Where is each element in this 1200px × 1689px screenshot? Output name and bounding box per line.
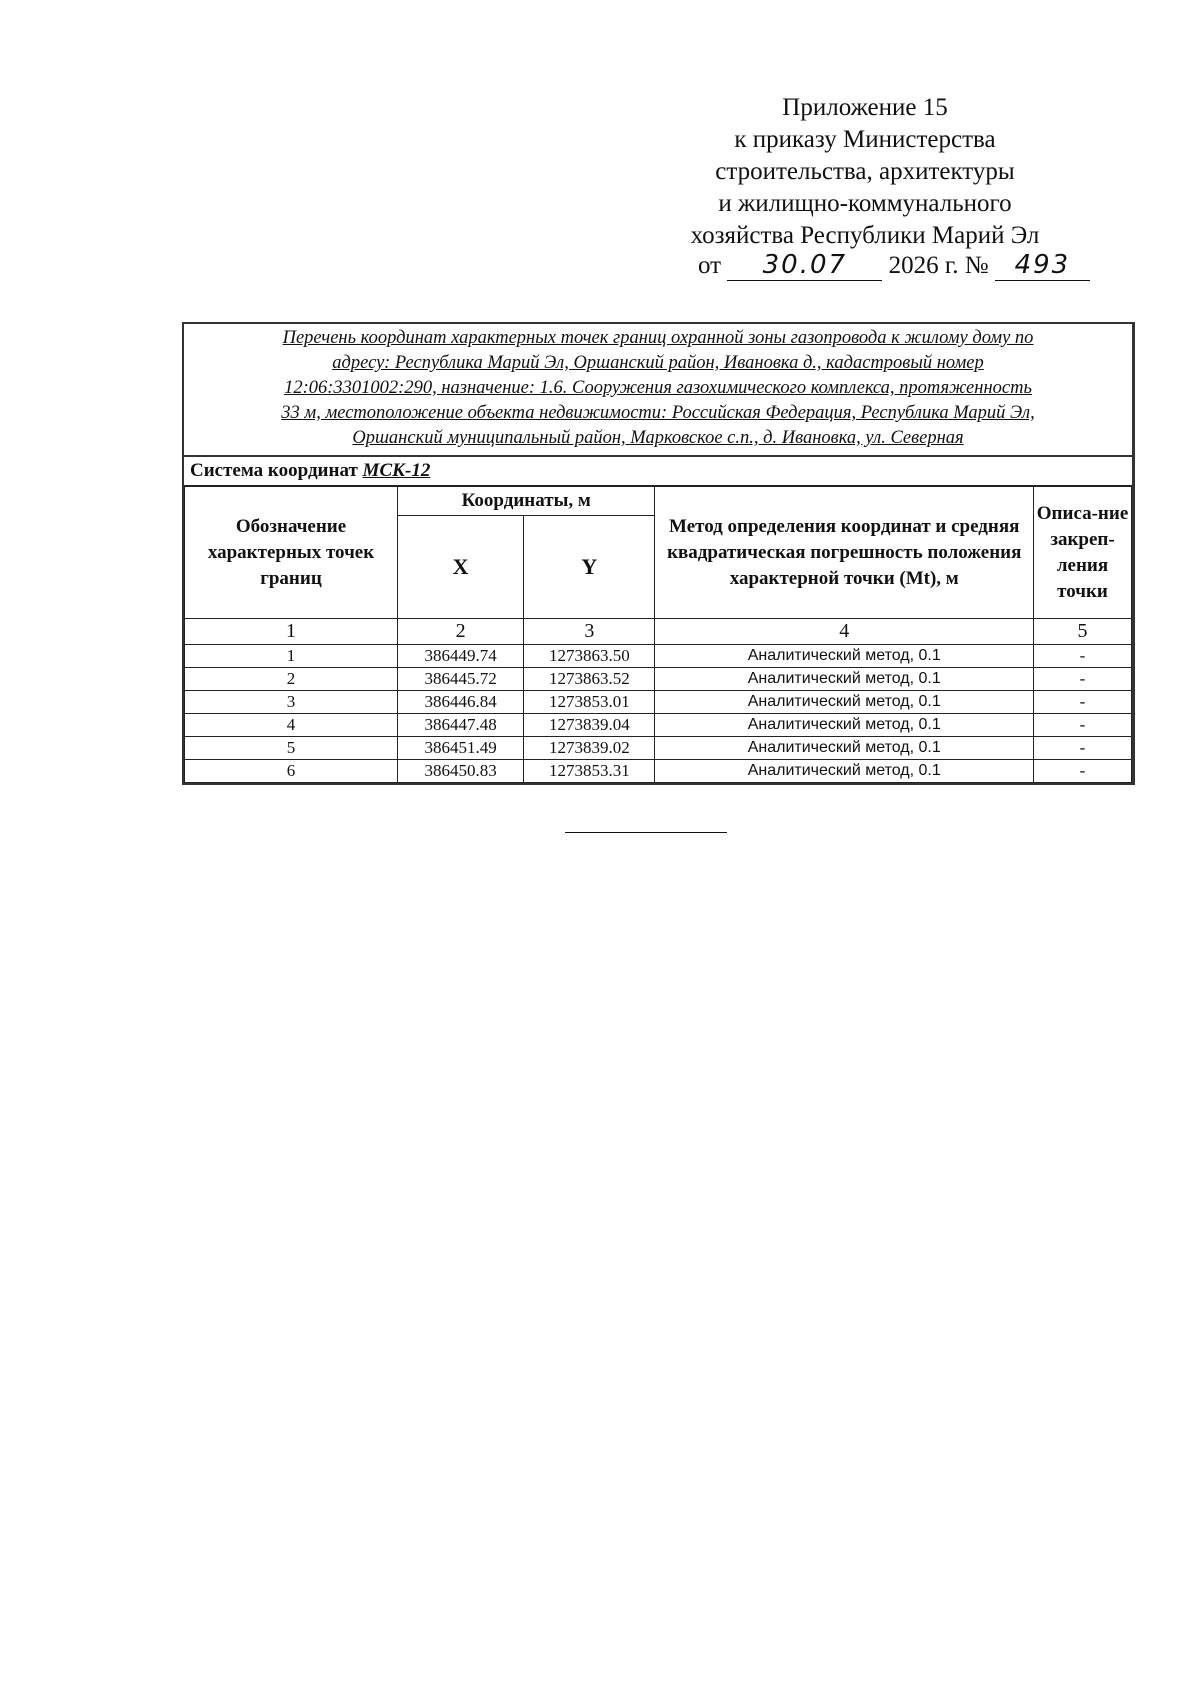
- header-method: Метод определения координат и средняя квадратическая погрешность положения характерной точки (Mt), м: [655, 487, 1034, 619]
- y-cell: 1273863.50: [524, 645, 655, 668]
- column-number: 5: [1034, 619, 1132, 645]
- point-cell: 2: [185, 668, 398, 691]
- column-number: 3: [524, 619, 655, 645]
- coordinates-table: [184, 486, 1132, 783]
- table-row: [185, 714, 1132, 737]
- caption-line: 12:06:3301002:290, назначение: 1.6. Сооружения газохимического комплекса, протяженность: [284, 378, 1032, 398]
- y-cell: 1273863.52: [524, 668, 655, 691]
- table-row: [185, 737, 1132, 760]
- table-row: [185, 668, 1132, 691]
- x-cell: 386447.48: [398, 714, 524, 737]
- column-number-row: [185, 619, 1132, 645]
- table-row: [185, 760, 1132, 783]
- date-year: 2026 г. №: [888, 252, 989, 279]
- order-date-line: [698, 252, 1090, 281]
- handwritten-order-number: 493: [995, 252, 1090, 281]
- point-cell: 3: [185, 691, 398, 714]
- header-point: Обозначение характерных точек границ: [185, 487, 398, 619]
- description-cell: -: [1034, 714, 1132, 737]
- method-cell: Аналитический метод, 0.1: [655, 668, 1034, 691]
- appendix-line-3: и жилищно-коммунального: [718, 190, 1012, 217]
- appendix-header: [660, 92, 1070, 252]
- point-cell: 1: [185, 645, 398, 668]
- table-caption: [184, 324, 1132, 457]
- column-number: 4: [655, 619, 1034, 645]
- date-prefix: от: [698, 252, 722, 279]
- header-description: Описа-ние закреп-ления точки: [1034, 487, 1132, 619]
- x-cell: 386449.74: [398, 645, 524, 668]
- x-cell: 386445.72: [398, 668, 524, 691]
- appendix-line-1: к приказу Министерства: [734, 126, 996, 153]
- table-row: [185, 645, 1132, 668]
- x-cell: 386446.84: [398, 691, 524, 714]
- y-cell: 1273839.02: [524, 737, 655, 760]
- method-cell: Аналитический метод, 0.1: [655, 737, 1034, 760]
- column-number: 2: [398, 619, 524, 645]
- point-cell: 4: [185, 714, 398, 737]
- coordinate-system-label: Система координат: [190, 460, 358, 481]
- caption-line: Перечень координат характерных точек границ охранной зоны газопровода к жилому дому по: [282, 328, 1034, 348]
- method-cell: Аналитический метод, 0.1: [655, 714, 1034, 737]
- header-x: X: [398, 516, 524, 619]
- caption-line: адресу: Республика Марий Эл, Оршанский район, Ивановка д., кадастровый номер: [332, 353, 984, 373]
- appendix-line-2: строительства, архитектуры: [715, 158, 1015, 185]
- end-divider: [565, 832, 727, 833]
- y-cell: 1273853.01: [524, 691, 655, 714]
- description-cell: -: [1034, 760, 1132, 783]
- appendix-title: Приложение 15: [782, 94, 948, 121]
- y-cell: 1273853.31: [524, 760, 655, 783]
- coordinate-system-row: [184, 457, 1132, 486]
- caption-line: Оршанский муниципальный район, Марковское с.п., д. Ивановка, ул. Северная: [352, 428, 964, 448]
- method-cell: Аналитический метод, 0.1: [655, 760, 1034, 783]
- table-row: [185, 691, 1132, 714]
- appendix-line-4: хозяйства Республики Марий Эл: [690, 222, 1040, 249]
- description-cell: -: [1034, 737, 1132, 760]
- header-y: Y: [524, 516, 655, 619]
- point-cell: 6: [185, 760, 398, 783]
- coordinates-table-wrapper: [182, 322, 1135, 785]
- description-cell: -: [1034, 668, 1132, 691]
- description-cell: -: [1034, 645, 1132, 668]
- caption-line: 33 м, местоположение объекта недвижимости: Российская Федерация, Республика Марий Эл,: [281, 403, 1035, 423]
- y-cell: 1273839.04: [524, 714, 655, 737]
- x-cell: 386450.83: [398, 760, 524, 783]
- column-number: 1: [185, 619, 398, 645]
- coordinate-system-value: МСК-12: [362, 460, 431, 481]
- handwritten-date: 30.07: [727, 252, 882, 281]
- method-cell: Аналитический метод, 0.1: [655, 691, 1034, 714]
- method-cell: Аналитический метод, 0.1: [655, 645, 1034, 668]
- description-cell: -: [1034, 691, 1132, 714]
- x-cell: 386451.49: [398, 737, 524, 760]
- point-cell: 5: [185, 737, 398, 760]
- header-coordinates: Координаты, м: [398, 487, 655, 516]
